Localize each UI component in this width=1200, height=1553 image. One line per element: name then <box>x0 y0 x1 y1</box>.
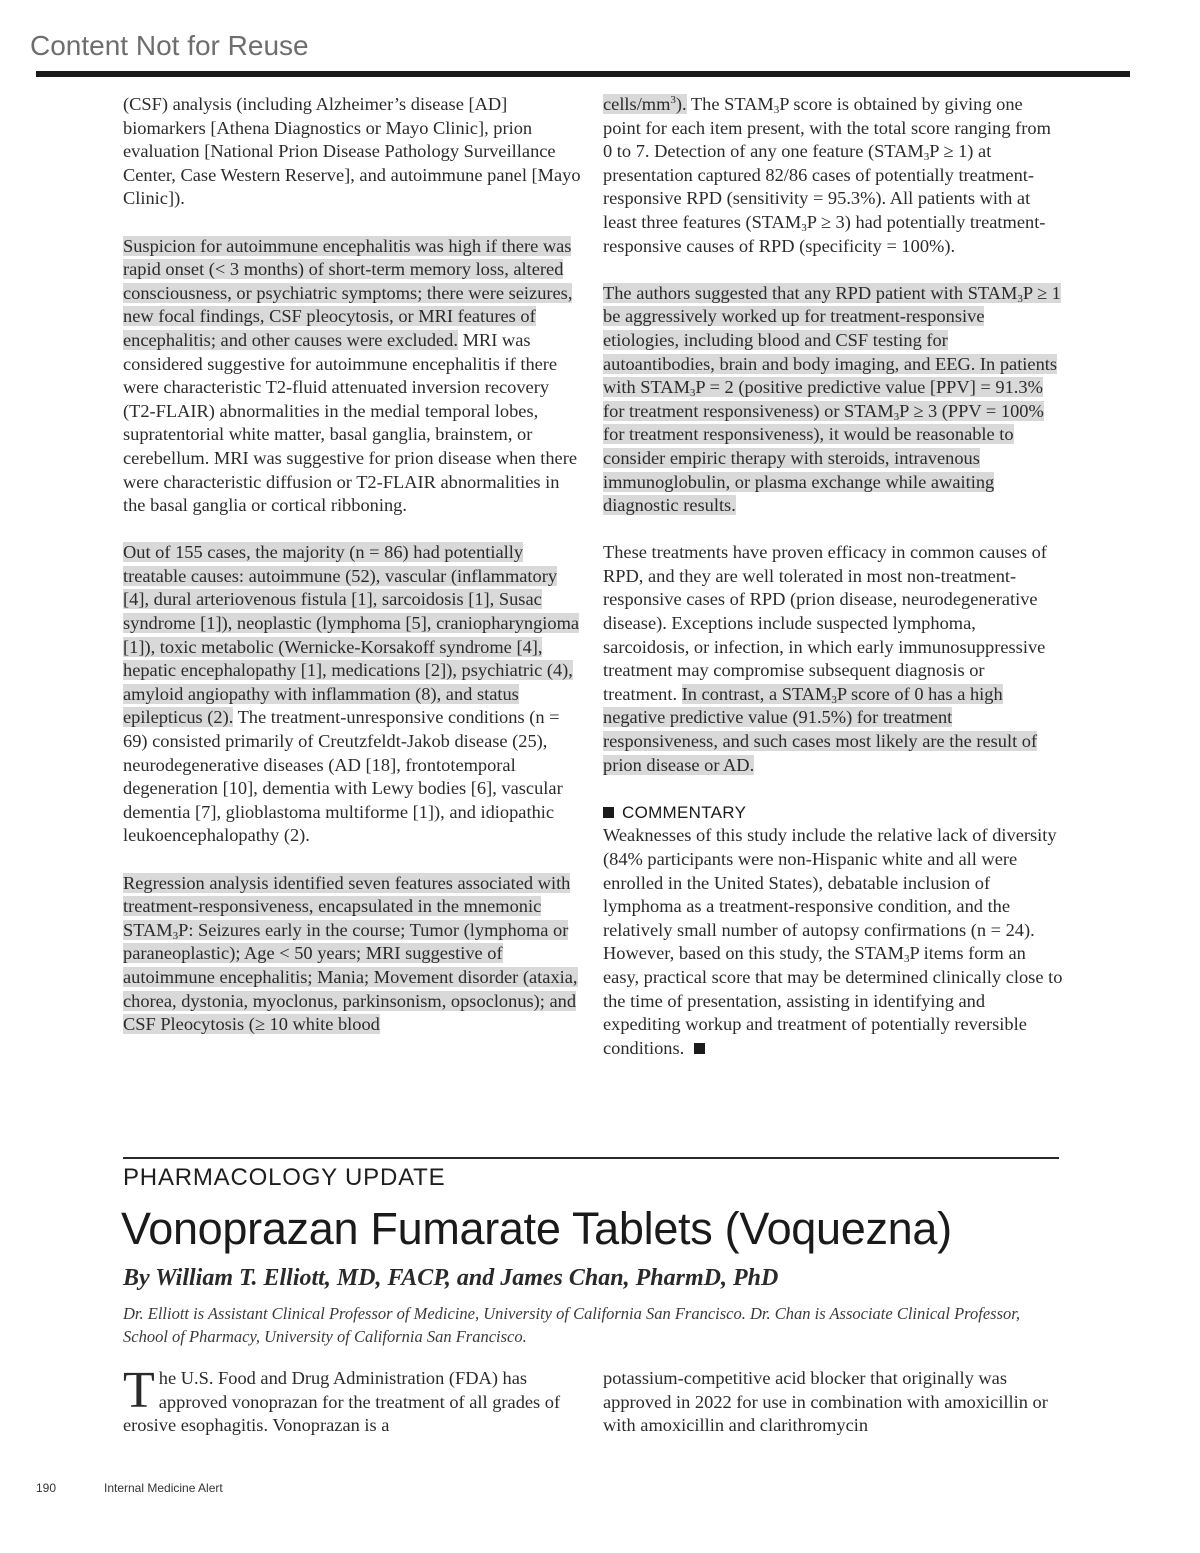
end-of-article-icon <box>694 1043 705 1054</box>
highlighted-text: Suspicion for autoimmune encephalitis was high if there was rapid onset (< 3 months) of short-term memory loss, altered consciousness, or psychiatric symptoms; there were seizures, new focal findings, CSF pleocytosis, or MRI features of encephalitis; and other causes were excluded. <box>123 235 573 350</box>
paragraph-text: The treatment-unresponsive conditions (n = 69) consisted primarily of Creutzfeldt-Jakob disease (25), neurodegenerative diseases (AD [18], frontotemporal degeneration [10], dementia with Lewy bodies [6], vascular dementia [7], glioblastoma multiforme [1]), and idiopathic leukoencephalopathy (2). <box>123 707 563 846</box>
highlighted-text <box>603 94 687 114</box>
subscript: 3 <box>172 929 179 942</box>
header-rule <box>36 71 1130 77</box>
text-fragment: P = 2 (positive predictive value [PPV] = 91.3% for treatment responsiveness) or STAM <box>603 377 1043 421</box>
text-fragment: P items form an easy, practical score that may be determined clinically close to the time of presentation, assisting in identifying and expediting workup and treatment of potentially reversible conditions. <box>603 943 1063 1058</box>
text-fragment: Regression analysis identified seven features associated with treatment-responsiveness, encapsulated in the mnemonic STAM <box>123 872 571 940</box>
byline: By William T. Elliott, MD, FACP, and James Chan, PharmD, PhD <box>123 1265 779 1291</box>
article-title: Vonoprazan Fumarate Tablets (Voquezna) <box>121 1203 952 1254</box>
section-label: PHARMACOLOGY UPDATE <box>123 1164 446 1191</box>
text-fragment: P ≥ 3) had potentially treatment-responsive causes of RPD (specificity = 100%). <box>603 211 1046 256</box>
text-fragment: Weaknesses of this study include the relative lack of diversity (84% participants were non-Hispanic white and all were enrolled in the United States), debatable inclusion of lymphoma as a treatment-responsive condition, and the relatively small number of autopsy confirmations (n = 24). However, based on this study, the STAM <box>603 825 1057 964</box>
text-fragment: P score is obtained by giving one point for each item present, with the total score ranging from 0 to 7. Detection of any one feature (STAM <box>603 94 1051 162</box>
text-fragment: These treatments have proven efficacy in common causes of RPD, and they are well tolerated in most non-treatment-responsive cases of RPD (prion disease, neurodegenerative disease). Exceptions include suspected lymphoma, sarcoidosis, or infection, in which early immunosuppressive treatment may compromise subsequent diagnosis or treatment. <box>603 542 1047 704</box>
subscript: 3 <box>801 221 807 234</box>
lead-paragraph-left <box>123 1362 583 1438</box>
publication-name: Internal Medicine Alert <box>104 1481 223 1495</box>
highlighted-text <box>123 873 578 1035</box>
text-fragment: The STAM <box>686 94 774 114</box>
paragraph-text: MRI was considered suggestive for autoimmune encephalitis if there were characteristic T2-fluid attenuated inversion recovery (T2-FLAIR) abnormalities in the medial temporal lobes, supratentorial white matter, basal ganglia, brainstem, or cerebellum. MRI was suggestive for prion disease when there were characteristic diffusion or T2-FLAIR abnormalities in the basal ganglia or cortical ribboning. <box>123 329 578 516</box>
author-affiliation: Dr. Elliott is Assistant Clinical Professor of Medicine, University of California San Francisco. Dr. Chan is Associate Clinical Professor, School of Pharmacy, University of California San Francisco. <box>123 1304 1020 1346</box>
text-fragment: P ≥ 1 be aggressively worked up for treatment-responsive etiologies, including blood and CSF testing for autoantibodies, brain and body imaging, and EEG. In patients with STAM <box>603 282 1061 398</box>
text-fragment: cells/mm <box>603 94 671 114</box>
subscript: 3 <box>923 151 930 164</box>
subscript: 3 <box>1017 292 1023 305</box>
paragraph-csf-analysis: (CSF) analysis (including Alzheimer’s disease [AD] biomarkers [Athena Diagnostics or Mayo Clinic], prion evaluation [National Prion Disease Pathology Surveillance Center, Case Western Reserve], and autoimmune panel [Mayo Clinic]). <box>123 94 581 209</box>
subscript: 3 <box>689 387 696 400</box>
paragraph-treatments <box>603 541 1063 777</box>
paragraph-commentary <box>603 824 1063 1060</box>
square-bullet-icon <box>603 807 614 818</box>
left-column <box>123 93 581 1060</box>
lead-paragraph-right: potassium-competitive acid blocker that originally was approved in 2022 for use in combination with amoxicillin or with amoxicillin and clarithromycin <box>603 1368 1048 1436</box>
right-column <box>603 93 1063 1084</box>
paragraph-autoimmune-criteria <box>123 235 581 518</box>
subscript: 3 <box>773 104 780 116</box>
text-fragment: he U.S. Food and Drug Administration (FDA) has approved vonoprazan for the treatment of all grades of erosive esophagitis. Vonoprazan is a <box>123 1368 561 1436</box>
text-fragment: ). <box>675 94 687 114</box>
text-fragment: P ≥ 1) at presentation captured 82/86 cases of potentially treatment-responsive RPD (sensitivity = 95.3%). All patients with at least three features (STAM <box>603 141 1035 232</box>
subscript: 3 <box>904 953 910 966</box>
superscript: 3 <box>670 94 676 106</box>
paragraph-authors-suggestion <box>603 282 1063 518</box>
subscript: 3 <box>831 693 837 706</box>
section-divider <box>123 1157 1059 1159</box>
subscript: 3 <box>893 410 900 423</box>
highlighted-text <box>603 283 1061 515</box>
text-fragment: P score of 0 has a high negative predictive value (91.5%) for treatment responsiveness, and such cases most likely are the result of prion disease or AD. <box>603 683 1038 775</box>
commentary-heading <box>603 801 1063 825</box>
text-fragment: P ≥ 3 (PPV = 100% for treatment responsiveness), it would be reasonable to consider empiric therapy with steroids, intravenous immunoglobulin, or plasma exchange while awaiting diagnostic results. <box>603 400 1044 516</box>
paragraph-regression-analysis <box>123 872 581 1037</box>
drop-cap: T <box>123 1362 155 1419</box>
text-fragment: The authors suggested that any RPD patient with STAM <box>603 282 1018 303</box>
paragraph-stam3p-score <box>603 93 1063 258</box>
text-fragment: P: Seizures early in the course; Tumor (lymphoma or paraneoplastic); Age < 50 years; MRI suggestive of autoimmune encephalitis; Mania; Movement disorder (ataxia, chorea, dystonia, myoclonus, parkinsonism, opsoclonus); and CSF Pleocytosis (≥ 10 white blood <box>123 919 578 1035</box>
text-fragment: In contrast, a STAM <box>681 683 832 704</box>
heading-text: COMMENTARY <box>622 802 747 822</box>
paragraph-case-breakdown <box>123 541 581 848</box>
highlighted-text: Out of 155 cases, the majority (n = 86) had potentially treatable causes: autoimmune (52), vascular (inflammatory [4], dural arteriovenous fistula [1], sarcoidosis [1], Susac syndrome [1]), neoplastic (lymphoma [5], craniopharyngioma [1]), toxic metabolic (Wernicke-Korsakoff syndrome [4], hepatic encephalopathy [1], medications [2]), psychiatric (4), amyloid angiopathy with inflammation (8), and status epilepticus (2). <box>123 542 580 728</box>
page-number: 190 <box>36 1481 57 1495</box>
watermark: Content Not for Reuse <box>30 30 309 61</box>
